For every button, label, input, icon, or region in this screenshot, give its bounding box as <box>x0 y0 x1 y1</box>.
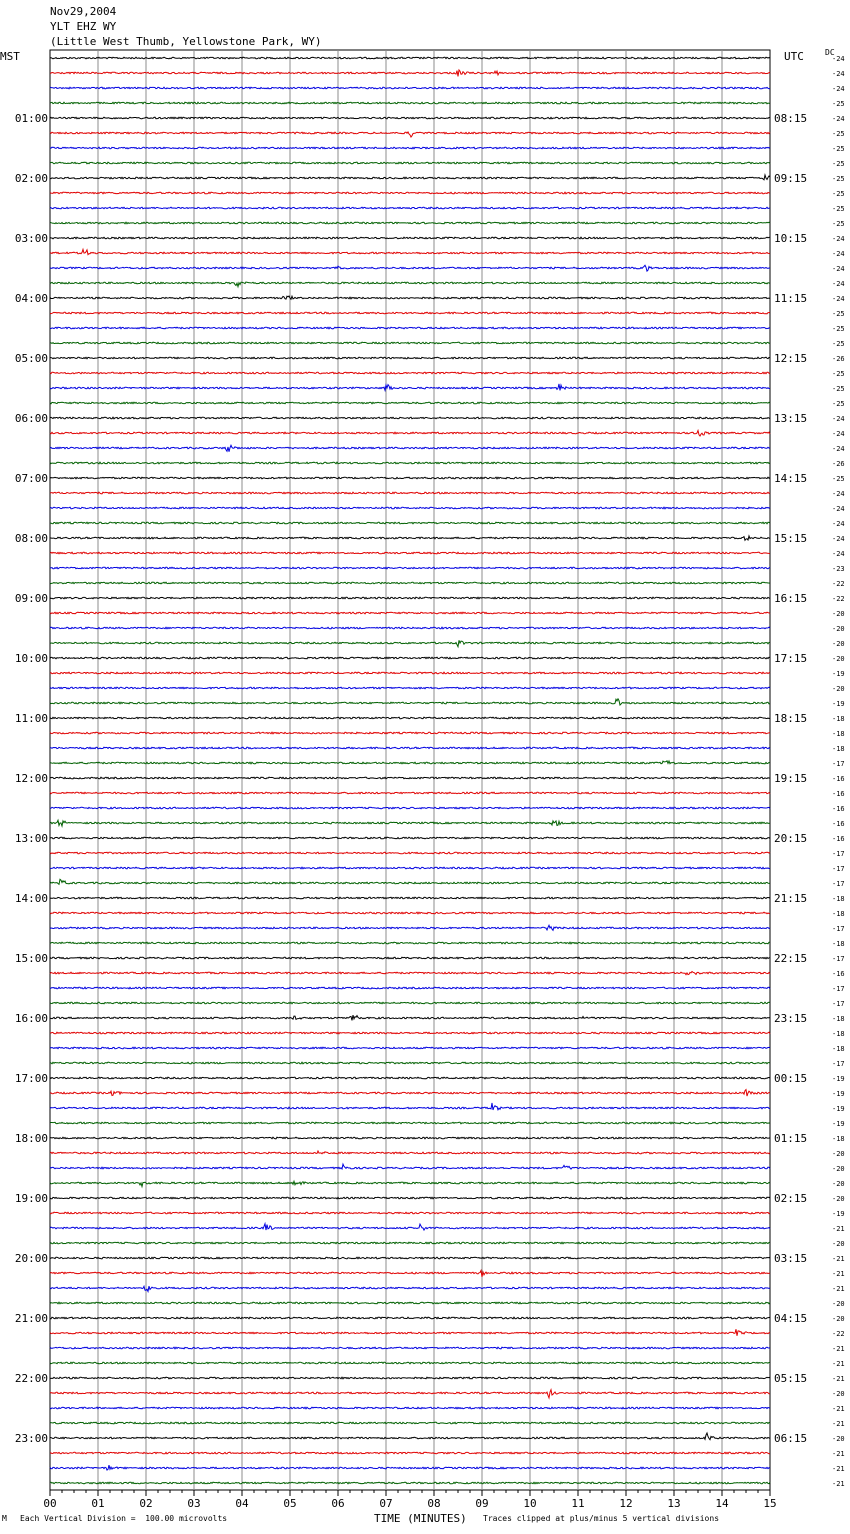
dc-offset-label: -25 <box>832 385 845 393</box>
mst-hour-label: 08:00 <box>14 532 48 545</box>
seismic-trace <box>50 672 770 674</box>
left-timezone-label: MST <box>0 50 20 63</box>
dc-offset-label: -25 <box>832 100 845 108</box>
utc-hour-label: 04:15 <box>774 1312 808 1325</box>
mst-hour-label: 01:00 <box>14 112 48 125</box>
right-timezone-label: UTC <box>784 50 804 63</box>
dc-offset-label: -19 <box>832 1105 845 1113</box>
mst-hour-label: 03:00 <box>14 232 48 245</box>
seismic-trace <box>50 717 770 719</box>
mst-hour-label: 13:00 <box>14 832 48 845</box>
seismic-trace <box>50 372 770 374</box>
dc-offset-label: -19 <box>832 700 845 708</box>
seismic-trace <box>50 732 770 734</box>
clip-note: Traces clipped at plus/minus 5 vertical divisions <box>483 1514 720 1523</box>
mst-hour-label: 04:00 <box>14 292 48 305</box>
seismic-trace <box>50 1452 770 1454</box>
seismic-trace <box>50 492 770 494</box>
seismic-trace <box>50 1164 770 1169</box>
dc-offset-label: -20 <box>832 1390 845 1398</box>
vertical-scale-note: Each Vertical Division = 100.00 microvolts <box>20 1514 228 1523</box>
utc-hour-label: 17:15 <box>774 652 808 665</box>
seismic-trace <box>50 1271 770 1277</box>
utc-hour-label: 23:15 <box>774 1012 808 1025</box>
dc-offset-label: -16 <box>832 970 845 978</box>
seismic-trace <box>50 1077 770 1079</box>
x-tick-label: 15 <box>763 1497 777 1510</box>
dc-offset-label: -20 <box>832 1180 845 1188</box>
dc-offset-label: -25 <box>832 400 845 408</box>
seismic-trace <box>50 162 770 164</box>
utc-hour-label: 08:15 <box>774 112 808 125</box>
seismic-trace <box>50 477 770 479</box>
seismic-trace <box>50 70 770 76</box>
dc-offset-label: -25 <box>832 145 845 153</box>
seismic-trace <box>50 1482 770 1484</box>
x-tick-label: 04 <box>235 1497 249 1510</box>
seismic-trace <box>50 820 770 826</box>
dc-offset-label: -21 <box>832 1360 845 1368</box>
dc-offset-label: -21 <box>832 1285 845 1293</box>
dc-offset-label: -24 <box>832 550 845 558</box>
dc-offset-label: -20 <box>832 625 845 633</box>
x-tick-label: 09 <box>475 1497 489 1510</box>
mst-hour-label: 23:00 <box>14 1432 48 1445</box>
dc-offset-label: -24 <box>832 505 845 513</box>
seismic-trace <box>50 867 770 869</box>
mst-hour-label: 14:00 <box>14 892 48 905</box>
dc-offset-label: -21 <box>832 1450 845 1458</box>
seismic-trace <box>50 1433 770 1440</box>
dc-offset-label: -18 <box>832 1015 845 1023</box>
seismic-trace <box>50 1317 770 1319</box>
dc-offset-label: -16 <box>832 805 845 813</box>
utc-hour-label: 20:15 <box>774 832 808 845</box>
dc-offset-label: -21 <box>832 1225 845 1233</box>
x-tick-label: 02 <box>139 1497 153 1510</box>
utc-hour-label: 13:15 <box>774 412 808 425</box>
seismic-trace <box>50 1062 770 1064</box>
dc-offset-label: -21 <box>832 1375 845 1383</box>
dc-offset-label: -18 <box>832 910 845 918</box>
seismic-trace <box>50 852 770 854</box>
seismic-trace <box>50 102 770 104</box>
dc-offset-label: -24 <box>832 70 845 78</box>
utc-hour-label: 21:15 <box>774 892 808 905</box>
dc-offset-label: -24 <box>832 535 845 543</box>
seismic-trace <box>50 1122 770 1124</box>
seismic-trace <box>50 1286 770 1291</box>
seismic-trace <box>50 942 770 944</box>
seismic-trace <box>50 807 770 809</box>
seismic-trace <box>50 1390 770 1398</box>
header-location: (Little West Thumb, Yellowstone Park, WY) <box>50 35 322 48</box>
dc-offset-label: -21 <box>832 1465 845 1473</box>
dc-offset-label: -22 <box>832 1330 845 1338</box>
mst-hour-label: 07:00 <box>14 472 48 485</box>
dc-offset-label: -25 <box>832 475 845 483</box>
dc-offset-label: -16 <box>832 835 845 843</box>
dc-offset-label: -25 <box>832 370 845 378</box>
dc-column-label: DC <box>825 48 835 57</box>
utc-hour-label: 10:15 <box>774 232 808 245</box>
dc-offset-label: -20 <box>832 1300 845 1308</box>
seismic-trace <box>50 1329 770 1336</box>
dc-offset-label: -21 <box>832 1255 845 1263</box>
seismic-trace <box>50 972 770 975</box>
dc-offset-label: -24 <box>832 430 845 438</box>
x-tick-label: 07 <box>379 1497 393 1510</box>
dc-offset-label: -25 <box>832 325 845 333</box>
utc-hour-label: 03:15 <box>774 1252 808 1265</box>
seismic-trace <box>50 957 770 959</box>
seismic-trace <box>50 699 770 705</box>
seismic-trace <box>50 837 770 839</box>
dc-offset-label: -18 <box>832 1030 845 1038</box>
seismic-trace <box>50 1103 770 1110</box>
dc-offset-label: -20 <box>832 640 845 648</box>
dc-offset-label: -18 <box>832 745 845 753</box>
x-tick-label: 12 <box>619 1497 633 1510</box>
dc-offset-label: -17 <box>832 955 845 963</box>
seismic-trace <box>50 612 770 614</box>
seismic-trace <box>50 1181 770 1186</box>
seismic-trace <box>50 402 770 404</box>
mst-hour-label: 09:00 <box>14 592 48 605</box>
dc-offset-label: -25 <box>832 175 845 183</box>
seismic-trace <box>50 912 770 914</box>
dc-offset-label: -18 <box>832 895 845 903</box>
seismic-trace <box>50 192 770 194</box>
seismic-trace <box>50 792 770 794</box>
dc-offset-label: -19 <box>832 1075 845 1083</box>
dc-offset-label: -20 <box>832 1150 845 1158</box>
dc-offset-label: -25 <box>832 190 845 198</box>
header-station: YLT EHZ WY <box>50 20 117 33</box>
seismic-trace <box>50 1422 770 1424</box>
seismic-trace <box>50 987 770 989</box>
utc-hour-label: 02:15 <box>774 1192 808 1205</box>
seismic-trace <box>50 1242 770 1244</box>
seismic-trace <box>50 462 770 464</box>
seismic-trace <box>50 925 770 930</box>
seismic-trace <box>50 327 770 329</box>
x-tick-label: 06 <box>331 1497 345 1510</box>
dc-offset-label: -24 <box>832 55 845 63</box>
dc-offset-label: -18 <box>832 940 845 948</box>
mst-hour-label: 11:00 <box>14 712 48 725</box>
seismic-trace <box>50 1002 770 1004</box>
dc-offset-label: -25 <box>832 310 845 318</box>
seismic-trace <box>50 431 770 437</box>
dc-offset-label: -18 <box>832 1135 845 1143</box>
mst-hour-label: 10:00 <box>14 652 48 665</box>
seismic-trace <box>50 237 770 239</box>
footer-mark: M <box>2 1514 7 1523</box>
seismic-trace <box>50 1377 770 1379</box>
seismic-trace <box>50 522 770 524</box>
dc-offset-label: -16 <box>832 790 845 798</box>
seismic-trace <box>50 640 770 646</box>
seismic-trace <box>50 536 770 540</box>
mst-hour-label: 18:00 <box>14 1132 48 1145</box>
x-tick-label: 08 <box>427 1497 441 1510</box>
dc-offset-label: -20 <box>832 685 845 693</box>
mst-hour-label: 15:00 <box>14 952 48 965</box>
mst-hour-label: 22:00 <box>14 1372 48 1385</box>
dc-offset-label: -24 <box>832 265 845 273</box>
dc-offset-label: -19 <box>832 670 845 678</box>
x-tick-label: 01 <box>91 1497 105 1510</box>
utc-hour-label: 14:15 <box>774 472 808 485</box>
seismic-trace <box>50 1090 770 1097</box>
seismic-trace <box>50 1032 770 1034</box>
seismic-trace <box>50 1362 770 1364</box>
dc-offset-label: -24 <box>832 445 845 453</box>
utc-hour-label: 11:15 <box>774 292 808 305</box>
x-tick-label: 11 <box>571 1497 585 1510</box>
dc-offset-label: -26 <box>832 460 845 468</box>
dc-offset-label: -25 <box>832 130 845 138</box>
utc-hour-label: 09:15 <box>774 172 808 185</box>
utc-hour-label: 16:15 <box>774 592 808 605</box>
dc-offset-label: -21 <box>832 1405 845 1413</box>
x-tick-label: 10 <box>523 1497 537 1510</box>
seismic-trace <box>50 296 770 299</box>
x-tick-label: 05 <box>283 1497 297 1510</box>
seismic-trace <box>50 657 770 659</box>
utc-hour-label: 00:15 <box>774 1072 808 1085</box>
dc-offset-label: -21 <box>832 1480 845 1488</box>
dc-offset-label: -16 <box>832 775 845 783</box>
dc-offset-label: -24 <box>832 280 845 288</box>
seismic-trace <box>50 627 770 629</box>
utc-hour-label: 06:15 <box>774 1432 808 1445</box>
dc-offset-label: -25 <box>832 205 845 213</box>
seismic-trace <box>50 222 770 224</box>
dc-offset-label: -25 <box>832 160 845 168</box>
seismic-trace <box>50 747 770 749</box>
seismic-trace <box>50 265 770 271</box>
seismic-trace <box>50 1257 770 1259</box>
dc-offset-label: -24 <box>832 520 845 528</box>
dc-offset-label: -20 <box>832 1315 845 1323</box>
x-axis-label: TIME (MINUTES) <box>374 1512 467 1525</box>
dc-offset-label: -17 <box>832 1060 845 1068</box>
seismic-trace <box>50 357 770 359</box>
dc-offset-label: -21 <box>832 1420 845 1428</box>
dc-offset-label: -25 <box>832 340 845 348</box>
seismic-trace <box>50 1224 770 1230</box>
seismic-trace <box>50 897 770 899</box>
dc-offset-label: -17 <box>832 850 845 858</box>
dc-offset-label: -20 <box>832 1240 845 1248</box>
dc-offset-label: -17 <box>832 880 845 888</box>
seismic-trace <box>50 687 770 689</box>
utc-hour-label: 18:15 <box>774 712 808 725</box>
seismic-trace <box>50 1302 770 1304</box>
dc-offset-label: -24 <box>832 85 845 93</box>
seismic-trace <box>50 552 770 554</box>
seismic-trace <box>50 147 770 149</box>
dc-offset-label: -20 <box>832 655 845 663</box>
seismic-trace <box>50 1212 770 1214</box>
seismic-trace <box>50 1407 770 1409</box>
seismic-trace <box>50 1047 770 1049</box>
dc-offset-label: -18 <box>832 715 845 723</box>
dc-offset-label: -26 <box>832 355 845 363</box>
seismic-trace <box>50 1197 770 1199</box>
seismic-trace <box>50 132 770 137</box>
seismic-trace <box>50 1137 770 1139</box>
mst-hour-label: 16:00 <box>14 1012 48 1025</box>
mst-hour-label: 05:00 <box>14 352 48 365</box>
dc-offset-label: -17 <box>832 865 845 873</box>
dc-offset-label: -24 <box>832 490 845 498</box>
header-date: Nov29,2004 <box>50 5 117 18</box>
seismic-trace <box>50 1347 770 1349</box>
x-tick-label: 00 <box>43 1497 57 1510</box>
dc-offset-label: -24 <box>832 235 845 243</box>
mst-hour-label: 21:00 <box>14 1312 48 1325</box>
mst-hour-label: 20:00 <box>14 1252 48 1265</box>
dc-offset-label: -18 <box>832 730 845 738</box>
dc-offset-label: -19 <box>832 1090 845 1098</box>
seismic-trace <box>50 117 770 119</box>
seismic-trace <box>50 175 770 180</box>
dc-offset-label: -17 <box>832 1000 845 1008</box>
dc-offset-label: -17 <box>832 925 845 933</box>
mst-hour-label: 02:00 <box>14 172 48 185</box>
utc-hour-label: 22:15 <box>774 952 808 965</box>
dc-offset-label: -17 <box>832 985 845 993</box>
seismic-trace <box>50 507 770 509</box>
dc-offset-label: -22 <box>832 595 845 603</box>
dc-offset-label: -24 <box>832 250 845 258</box>
seismic-trace <box>50 57 770 59</box>
utc-hour-label: 19:15 <box>774 772 808 785</box>
mst-hour-label: 17:00 <box>14 1072 48 1085</box>
dc-offset-label: -17 <box>832 760 845 768</box>
dc-offset-label: -20 <box>832 1435 845 1443</box>
seismic-trace <box>50 249 770 254</box>
seismic-trace <box>50 1015 770 1020</box>
mst-hour-label: 06:00 <box>14 412 48 425</box>
seismic-trace <box>50 597 770 599</box>
seismic-trace <box>50 342 770 344</box>
utc-hour-label: 15:15 <box>774 532 808 545</box>
seismic-trace <box>50 445 770 451</box>
dc-offset-label: -25 <box>832 220 845 228</box>
utc-hour-label: 05:15 <box>774 1372 808 1385</box>
dc-offset-label: -21 <box>832 1270 845 1278</box>
dc-offset-label: -24 <box>832 115 845 123</box>
seismic-trace <box>50 384 770 391</box>
utc-hour-label: 12:15 <box>774 352 808 365</box>
dc-offset-label: -24 <box>832 295 845 303</box>
dc-offset-label: -24 <box>832 415 845 423</box>
seismic-trace <box>50 879 770 884</box>
mst-hour-label: 19:00 <box>14 1192 48 1205</box>
dc-offset-label: -19 <box>832 1120 845 1128</box>
seismic-trace <box>50 282 770 287</box>
seismic-trace <box>50 1465 770 1470</box>
seismic-trace <box>50 207 770 209</box>
seismic-trace <box>50 87 770 89</box>
seismic-trace <box>50 417 770 419</box>
dc-offset-label: -18 <box>832 1045 845 1053</box>
dc-offset-label: -23 <box>832 565 845 573</box>
seismic-trace <box>50 582 770 584</box>
seismic-trace <box>50 761 770 764</box>
x-tick-label: 13 <box>667 1497 681 1510</box>
seismic-trace <box>50 567 770 569</box>
dc-offset-label: -20 <box>832 1165 845 1173</box>
dc-offset-label: -19 <box>832 1210 845 1218</box>
dc-offset-label: -16 <box>832 820 845 828</box>
seismic-trace <box>50 312 770 314</box>
dc-offset-label: -21 <box>832 1345 845 1353</box>
utc-hour-label: 01:15 <box>774 1132 808 1145</box>
mst-hour-label: 12:00 <box>14 772 48 785</box>
dc-offset-label: -20 <box>832 610 845 618</box>
x-tick-label: 14 <box>715 1497 729 1510</box>
dc-offset-label: -20 <box>832 1195 845 1203</box>
dc-offset-label: -22 <box>832 580 845 588</box>
seismic-trace <box>50 777 770 779</box>
seismic-trace <box>50 1151 770 1154</box>
x-tick-label: 03 <box>187 1497 201 1510</box>
